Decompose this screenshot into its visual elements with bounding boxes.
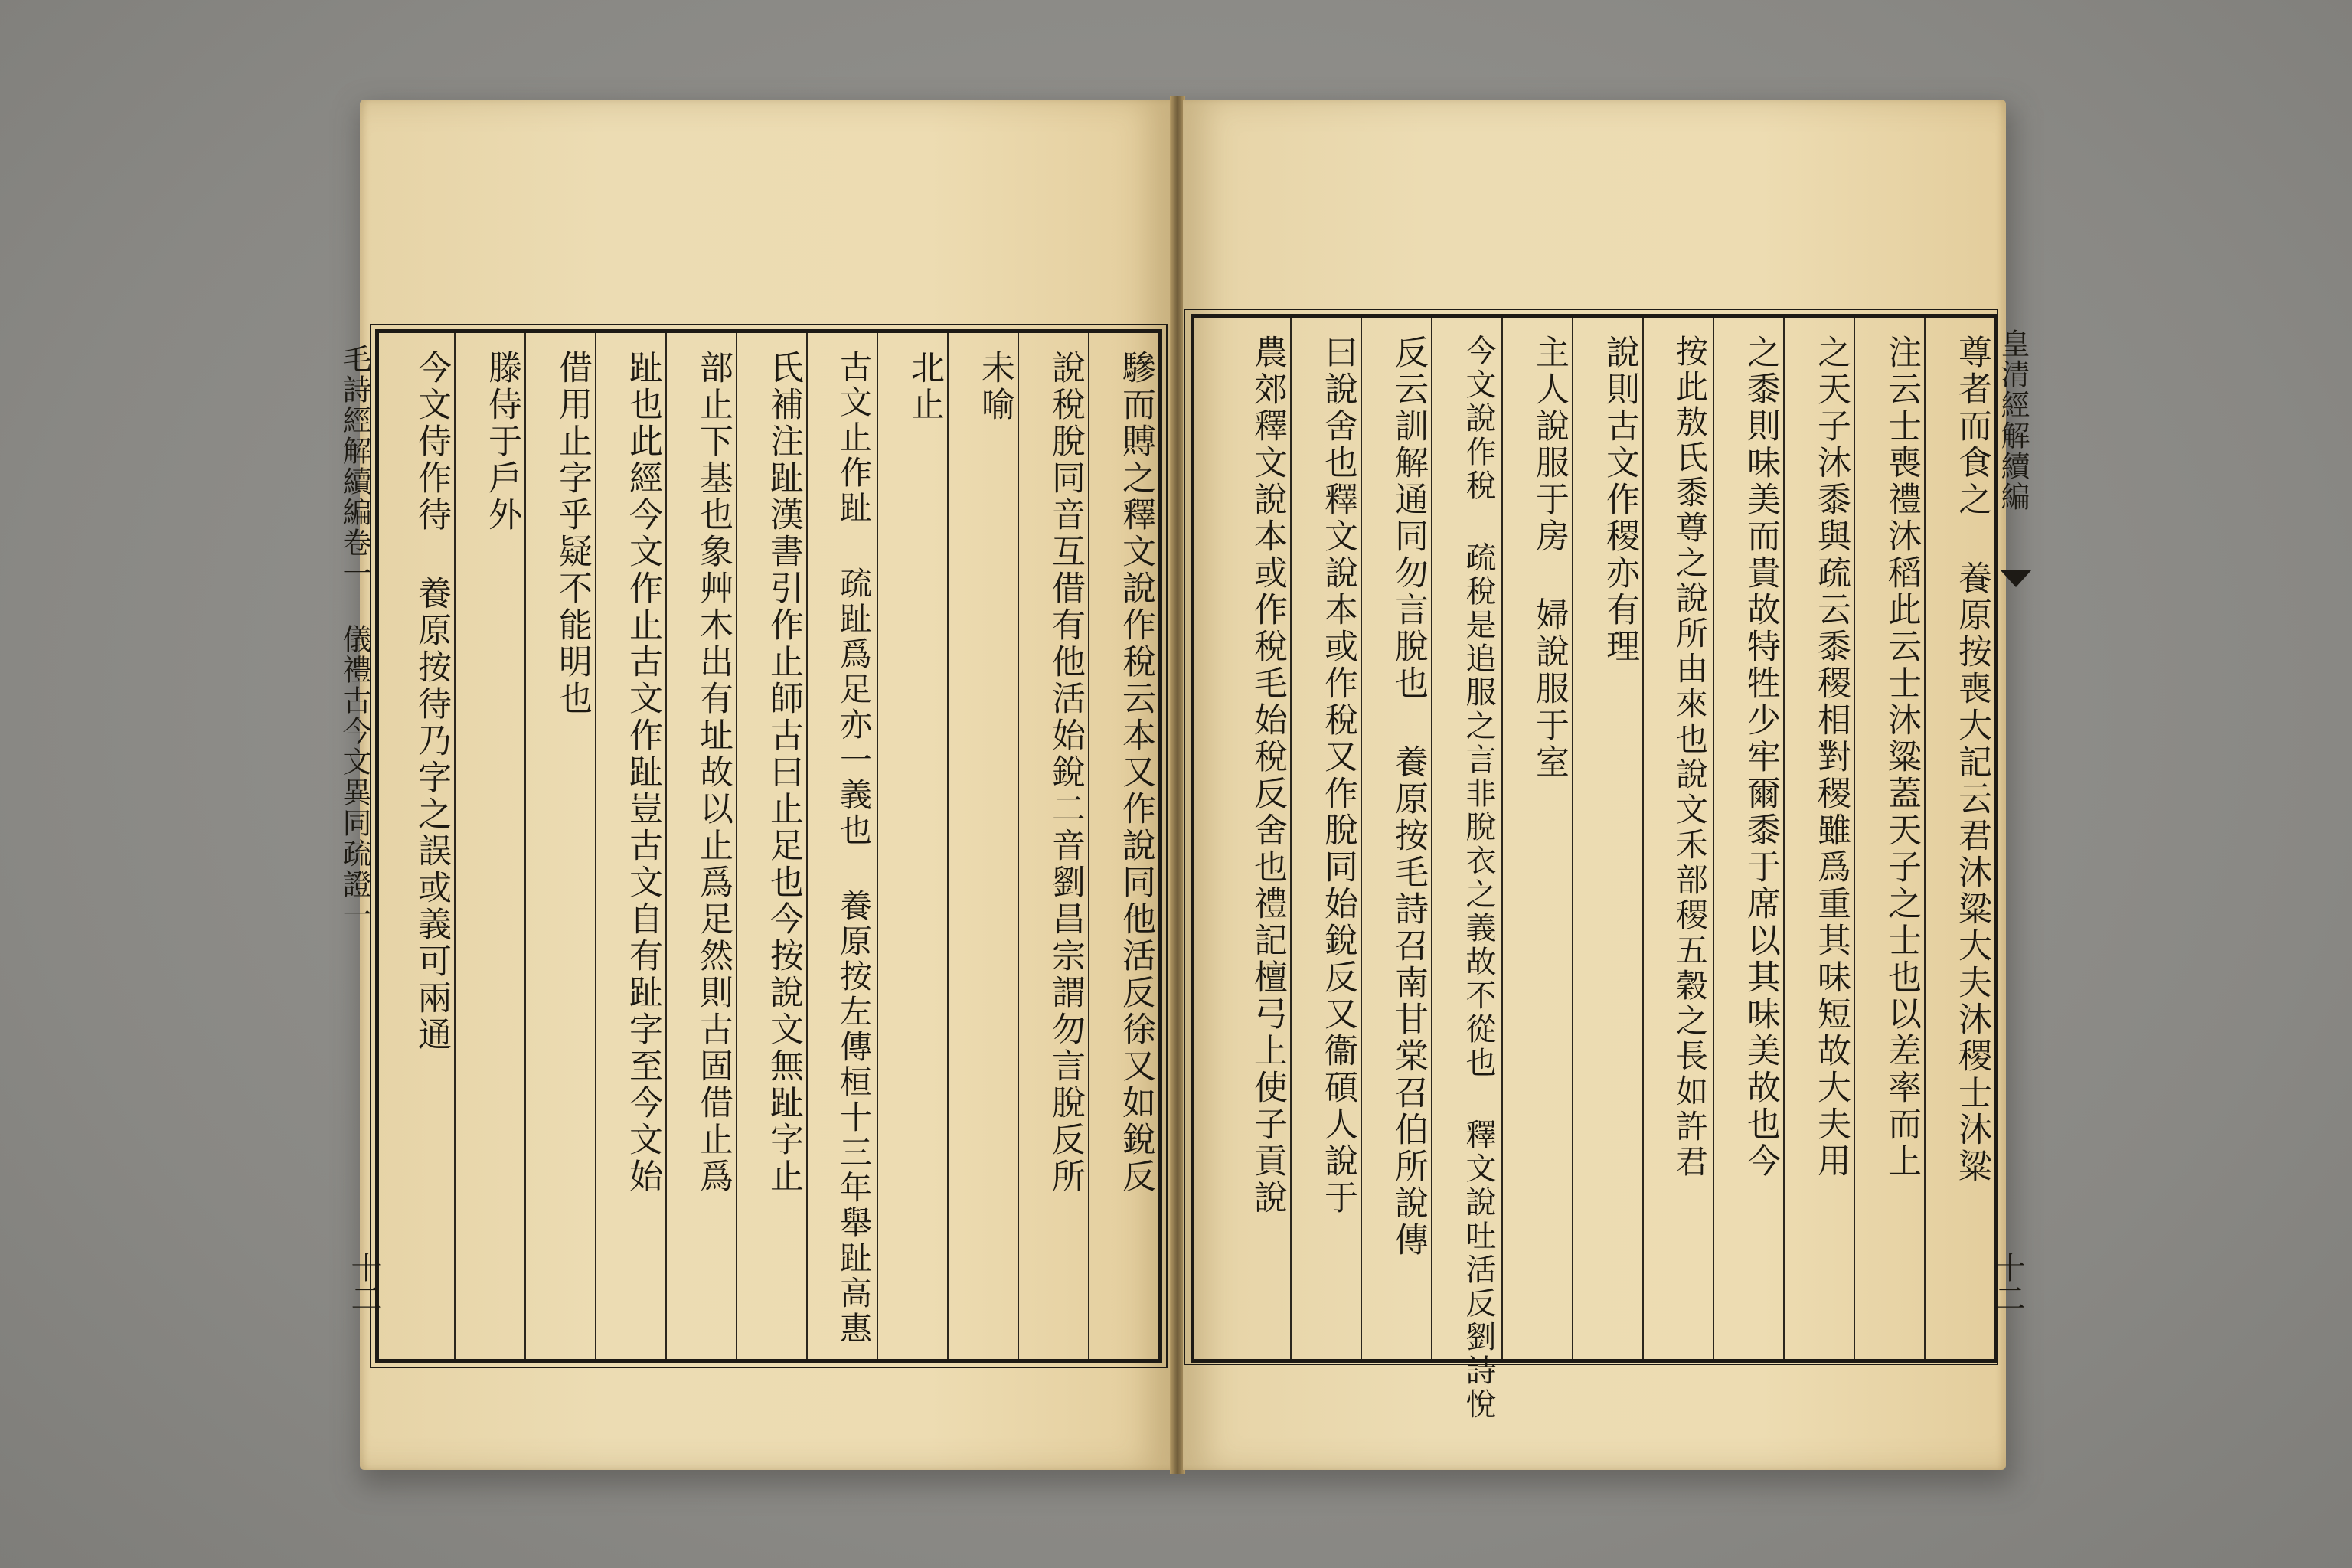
column-rule xyxy=(1290,318,1292,1359)
right-column-3: 之天子沐黍與疏云黍稷相對稷雖爲重其味短故大夫用 xyxy=(1811,335,1851,1180)
right-folio: 十二 xyxy=(1990,1252,2025,1313)
right-column-8: 今文說作稅 疏稅是追服之言非脫衣之義故不從也 釋文說吐活反劉詩悅 xyxy=(1461,335,1496,1422)
column-rule xyxy=(1572,318,1573,1359)
column-rule xyxy=(665,333,667,1359)
column-rule xyxy=(1018,333,1019,1359)
right-column-11: 農郊釋文說本或作稅毛始稅反舍也禮記檀弓上使子貢說 xyxy=(1248,335,1287,1217)
left-banner: 毛詩經解續編卷一 儀禮古今文異同疏證一 xyxy=(338,344,371,930)
column-rule xyxy=(1783,318,1785,1359)
right-column-6: 說則古文作稷亦有理 xyxy=(1600,335,1639,665)
column-rule xyxy=(806,333,808,1359)
column-rule xyxy=(947,333,949,1359)
right-column-10: 曰說舍也釋文說本或作稅又作脫同始銳反又衞碩人說于 xyxy=(1318,335,1357,1217)
column-rule xyxy=(1501,318,1503,1359)
column-rule xyxy=(454,333,456,1359)
column-rule xyxy=(1361,318,1362,1359)
left-folio: 十二 xyxy=(346,1252,381,1313)
column-rule xyxy=(1642,318,1644,1359)
right-column-9: 反云訓解通同勿言脫也 養原按毛詩召南甘棠召伯所說傳 xyxy=(1389,335,1428,1259)
column-rule xyxy=(1854,318,1855,1359)
right-column-7: 主人說服于房 婦說服于室 xyxy=(1530,335,1569,781)
left-column-10: 滕侍于戶外 xyxy=(482,350,521,534)
left-column-7: 部止下基也象艸木出有址故以止爲足然則古固借止爲 xyxy=(694,350,733,1195)
left-column-4: 北止 xyxy=(905,350,944,423)
left-column-3: 未喻 xyxy=(975,350,1014,423)
column-rule xyxy=(1713,318,1714,1359)
left-column-5: 古文止作趾 疏趾爲足亦一義也 養原按左傳桓十三年舉趾高惠 xyxy=(835,350,873,1347)
left-column-11: 今文侍作待 養原按待乃字之誤或義可兩通 xyxy=(412,350,451,1054)
left-column-2: 說稅脫同音互借有他活始銳二音劉昌宗謂勿言脫反所 xyxy=(1046,350,1085,1195)
column-rule xyxy=(736,333,737,1359)
column-rule xyxy=(595,333,596,1359)
right-text-frame xyxy=(1191,314,2030,1422)
column-rule xyxy=(877,333,878,1359)
left-column-1: 驂而賻之釋文說作稅云本又作說同他活反徐又如銳反 xyxy=(1116,350,1155,1195)
right-column-1: 尊者而食之 養原按喪大記云君沐粱大夫沐稷士沐粱 xyxy=(1952,335,1991,1185)
right-column-5: 按此敖氏黍尊之說所由來也說文禾部稷五穀之長如許君 xyxy=(1671,335,1709,1180)
left-text-frame xyxy=(338,329,1162,1363)
left-column-9: 借用止字乎疑不能明也 xyxy=(553,350,592,717)
fishtail-ornament xyxy=(2001,570,2031,587)
right-column-2: 注云士喪禮沐稻此云士沐粱蓋天子之士也以差率而上 xyxy=(1882,335,1921,1180)
column-rule xyxy=(524,333,526,1359)
right-column-4: 之黍則味美而貴故特牲少牢爾黍于席以其味美故也今 xyxy=(1741,335,1780,1180)
left-column-6: 氏補注趾漢書引作止師古曰止足也今按說文無趾字止 xyxy=(764,350,803,1195)
column-rule xyxy=(1924,318,1926,1359)
left-column-8: 趾也此經今文作止古文作趾豈古文自有趾字至今文始 xyxy=(623,350,662,1195)
column-rule xyxy=(1088,333,1089,1359)
right-banner: 皇清經解續編 xyxy=(1996,328,2030,512)
column-rule xyxy=(1431,318,1432,1359)
